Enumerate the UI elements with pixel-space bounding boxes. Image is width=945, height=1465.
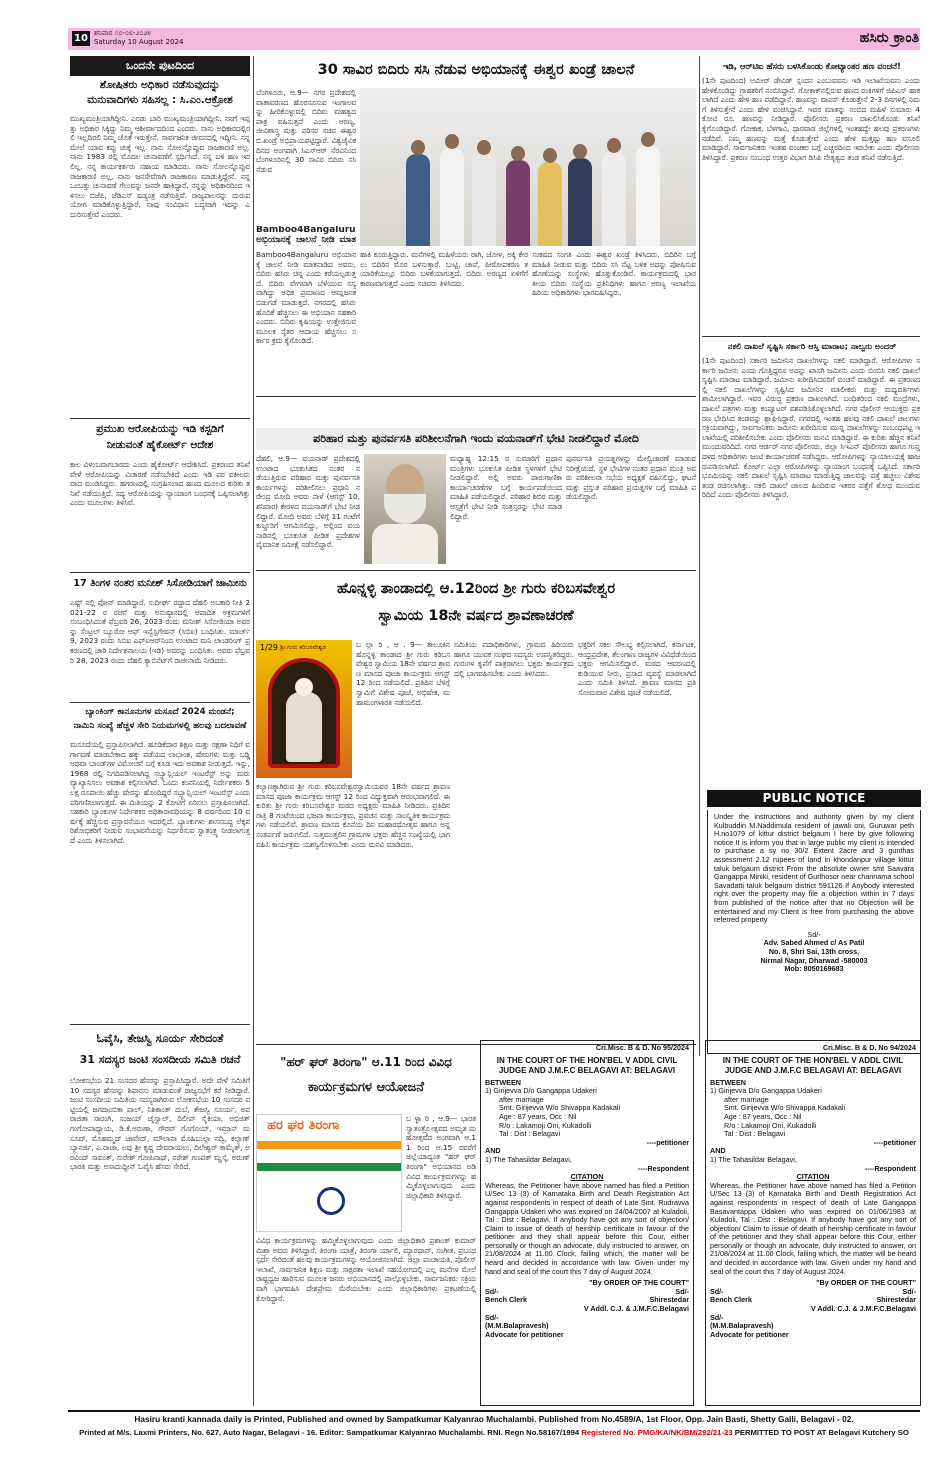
petitioner-line: 1) Girijevva D/o Gangappa Udakeri (485, 1086, 597, 1096)
case-number: Cri.Misc. B & D. No 95/2024 (595, 1043, 689, 1052)
ashoka-chakra-icon (317, 1187, 345, 1215)
between-label: BETWEEN (710, 1077, 746, 1087)
divider (256, 396, 696, 397)
divider (70, 572, 250, 573)
har-ghar-tiranga-logo: ಹರ ಘರ ತಿರಂಗಾ (267, 1118, 340, 1133)
divider (70, 418, 250, 419)
respondent-line: 1) The Tahasildar Belagavi, (485, 1154, 572, 1164)
advocate-role: Advocate for petitioner (485, 1329, 564, 1339)
signature-sd: Sd/- (807, 929, 821, 939)
article-body: ದೆಹಲಿ, ಆ.9— ವಯನಾಡ್ ಪ್ರದೇಶದಲ್ಲಿ ಉಂಟಾದ ಭೂಕುಸಿತದ ನಂತರ ನಡೆಯುತ್ತಿರುವ ಪರಿಹಾರ ಮತ್ತು ಪುನರ್ವಸತಿ ಕಾರ್ಯಗಳನ್ನು ಪರಿಶೀಲಿಸಲು ಪ್ರಧಾನಿ ನರೇಂದ್ರ ಮೋದಿ ಅವರು ನಾಳೆ (ಆಗಸ್ಟ್ 10, ಶನಿವಾರ) ಕೇರಳದ ವಯನಾಡ್‌ಗೆ ಭೇಟಿ ನೀಡಲಿದ್ದಾರೆ. ಮೋದಿ ಅವರು ಬೆಳಿಗ್ಗೆ 11 ಗಂಟೆಗೆ ಕಣ್ಣೂರಿಗೆ ಆಗಮಿಸಲಿದ್ದು, ಅಲ್ಲಿಂದ ವಯನಾಡಿನಲ್ಲಿ ಭೂಕುಸಿತ ಪೀಡಿತ ಪ್ರದೇಶಗಳ ವೈಮಾನಿಕ ಸಮೀಕ್ಷೆ ನಡೆಸಲಿದ್ದಾರೆ. (256, 454, 360, 550)
postal-permit: PERMITTED TO POST AT Belagavi Kutchery SO (734, 1428, 909, 1437)
petitioner-line: after marriage (724, 1094, 769, 1104)
photo-date: 1/29 (260, 643, 278, 652)
column-divider (253, 56, 254, 1406)
petitioner-label: ----petitioner (873, 1137, 916, 1147)
headline-line: ನೀಡುವಂತೆ ಹೈಕೋರ್ಟ್ ಆದೇಶ (106, 439, 214, 451)
registration-number: Registered No. PMG/KA/NK/BM/292/21-23 (581, 1428, 733, 1437)
headline-line: ಮನುವಾದಿಗಳು ಸಹಿಸಲ್ಲ : ಸಿ.ಎಂ.ಆಕ್ರೋಶ (87, 94, 233, 106)
petitioner-line: 1) Girijevva D/o Gangappa Udakeri (710, 1086, 822, 1096)
signature-sd: Sd/- (485, 1286, 499, 1296)
headline-line: ಪ್ರಮುಖ ಆರೋಪಿಯನ್ನು ಇಡಿ ಕಸ್ಟಡಿಗೆ (96, 423, 224, 435)
article-heading: 30 ಸಾವಿರ ಬಿದಿರು ಸಸಿ ನೆಡುವ ಅಭಿಯಾನಕ್ಕೆ ಈಶ್ವರ ಖಂಡ್ರೆ ಚಾಲನೆ (317, 62, 635, 78)
court-order-label: "By ORDER OF THE COURT" (816, 1278, 916, 1288)
court-order-label: "By ORDER OF THE COURT" (589, 1278, 689, 1288)
citation-title: CITATION (570, 1172, 604, 1182)
masthead-bar (68, 28, 920, 50)
article-body: ಬ ಲ್ಲಾ ರಿ , ಆ . 9— ತಾಲೂಕಿನ ಹೊನ್ನಳ್ಳಿ ತಾಂಡಾದ ಶ್ರೀ ಗುರು ಕರಿಬಸವೇಶ್ವರ ಸ್ವಾಮಿಯ 18ನೇ ವರ್ಷದ ಶ್ರಾವಣ ಮಾಸದ ಪೂಜಾ ಕಾರ್ಯಕ್ರಮ ಆಗಸ್ಟ್ 12 ರಿಂದ ನಡೆಯಲಿದೆ. ಪ್ರತಿದಿನ ಬೆಳಿಗ್ಗೆ ಸ್ವಾಮಿಗೆ ವಿಶೇಷ ಪೂಜೆ, ಅಭಿಷೇಕ, ಮಹಾಮಂಗಳಾರತಿ ನಡೆಯಲಿದೆ. (356, 640, 450, 707)
newspaper-name: ಹಸಿರು ಕ್ರಾಂತಿ (859, 30, 919, 46)
advocate-address: No. 8, Shri Sai, 13th cross, (768, 946, 860, 956)
article-body: ಮಧ್ಯಾಹ್ನ 12:15 ರ ಸುಮಾರಿಗೆ ಪ್ರಧಾನ ಮಂತ್ರಿಗಳು ಭೂಕುಸಿತ ಪೀಡಿತ ಸ್ಥಳಗಳಿಗೆ ಭೇಟಿ ನೀಡಲಿದ್ದಾರೆ. ಅಲ್ಲಿ ಅವರು ಪಾರುಗಾಣಿಕಾ ಕಾರ್ಯಾಚರಣೆಗಳ ಬಗ್ಗೆ ಕಾರ್ಯಪಡೆಯಿಂದ ಮಾಹಿತಿ ಪಡೆಯಲಿದ್ದಾರೆ. ಪರಿಹಾರ ಶಿಬಿರ ಮತ್ತು ಆಸ್ಪತ್ರೆಗೆ ಭೇಟಿ ನೀಡಿ ಸಂತ್ರಸ್ತರನ್ನು ಭೇಟಿ ಮಾಡಲಿದ್ದಾರೆ. (450, 454, 562, 521)
article-body: ಮುಖ್ಯಮಂತ್ರಿಯಾಗಿದ್ದೀನಿ. ಎರಡು ಬಾರಿ ಮುಖ್ಯಮಂತ್ರಿಯಾಗಿದ್ದೀನಿ. ನನಗೆ ಇಪ್ಪತ್ತು ಅಧಿಕಾರ ಸಿಕ್ಕಿದ್ದು ನಿಮ್ಮ ಆಶೀರ್ವಾದದಿಂದ ಎಂದರು. ನಾನು ಅಧಿಕಾರದಲ್ಲಿರಲಿ ಇಲ್ಲದಿರಲಿ ನಿಮ್ಮ ಜೊತೆ ಇರುತ್ತೇನೆ. ಸಾರ್ವಜನಿಕ ಜೀವನದಲ್ಲಿ ಇದ್ದೀನಿ. ನನ್ನ ಮೇಲೆ ಯಾವ ಕಪ್ಪು ಚುಕ್ಕೆ ಇಲ್ಲ. ನಾನು ಸೋಲನ್ನೊಪ್ಪುವ ರಾಜಕಾರಣಿ ಅಲ್ಲ. ನಾನು 1983 ರಲ್ಲಿ ಮೊದಲ ಚುನಾವಣೆಗೆ ಸ್ಪರ್ಧಿಸಿದೆ. ನನ್ನ ಬಳಿ ಹಣ ಇರಲಿಲ್ಲ. ನನ್ನ ಕಾರ್ಯಕರ್ತರು ಸಹಾಯ ಮಾಡಿದರು. ನಾನು ಸೋಲನ್ನೊಪ್ಪುವ ರಾಜಕಾರಣಿ ಅಲ್ಲ, ನಾನು ಜನಸೇವೆಗಾಗಿ ರಾಜಕಾರಣ ಮಾಡುತ್ತಿದ್ದೇನೆ. ನನ್ನ ಒಂಬತ್ತು ಚುನಾವಣೆ ಗೆಲುವನ್ನು ಜನರೇ ಹಾಕಿದ್ದಾರೆ. ನನ್ನನ್ನು ಅಧಿಕಾರದಿಂದ ಇಳಿಸಲು ಬಿಜೆಪಿ, ಜೆಡಿಎಸ್ ಷಡ್ಯಂತ್ರ ನಡೆಸುತ್ತಿವೆ. ರಾಜ್ಯಪಾಲರನ್ನು ದುರುಪಯೋಗ ಮಾಡಿಕೊಳ್ಳುತ್ತಿದ್ದಾರೆ. ನಾವು ಸಂವಿಧಾನ ಬದ್ಧವಾಗಿ ಇದನ್ನು ಎದುರಿಸುತ್ತೇವೆ ಎಂದರು. (70, 114, 250, 219)
citation-body: Whereas, the Petitioner have above named has filed a Petition U/Sec 13 (3) of Karnataka Birth and Death Registration Act against respondents in respect of death of Late Gangappa Basavantappa Udakeri who was expired on 01/06/1983 at Kuladoli, Tal : Dist : Belagavi. If anybody have got any sort of objection/ Claim to issue of death of heirship certificate in favour of the petitioner and they shall appear before this Cour, either personally or though an advocate, duly instructed to answer, on 21/08/2024 at 11.00 Clock, failing which, the matter will be heard and decided in accordance with law. Given under my hand and seal of the court this 7 day of August 2024. (710, 1180, 916, 1276)
article-heading: ನಕಲಿ ದಾಖಲೆ ಸೃಷ್ಟಿಸಿ ಸರ್ಕಾರಿ ಆಸ್ತಿ ಮಾರಾಟ; ನಾಲ್ವರು ಅಂದರ್ (727, 341, 897, 351)
respondent-line: 1) The Tahasildar Belagavi, (710, 1154, 797, 1164)
petitioner-line: Age : 87 years, Occ : Nil (499, 1111, 577, 1121)
article-body: ಸಂಕಷದ ಸಂಗತಿ ಎಂದು ಈಶ್ವರ ಖಂಡ್ರೆ ತಿಳಿಸಿದರು. ಬಿದಿರಿನ ಬಗ್ಗೆ ಮಾಹಿತಿ ನೀಡುವ ಮತ್ತು ಬಿದಿರು ಸಸಿ ನೆಟ್ಟ ಬಳಿಕ ಅದನ್ನು ಪೋಷಿಸುವ ಹೊಣೆಯನ್ನು ಸಂಸ್ಥೆಗಳು ಹೊತ್ತುಕೊಂಡಿವೆ. ಕಾರ್ಯಕ್ರಮದಲ್ಲಿ ಭಾರತೀಯ ಬಿದಿರು ಸಂಸ್ಥೆಯ ಪ್ರತಿನಿಧಿಗಳು ಹಾಗೂ ಅರಣ್ಯ ಇಲಾಖೆಯ ಹಿರಿಯ ಅಧಿಕಾರಿಗಳು ಭಾಗವಹಿಸಿದ್ದರು. (532, 250, 696, 298)
pm-photo (364, 454, 446, 564)
date-kannada: ಶನಿವಾರ ೧೦-೦೮-೨೦೨೪ (94, 29, 152, 37)
court-name: IN THE COURT OF THE HON'BEL V ADDL CIVIL JUDGE AND J.M.F.C BELAGAVI AT: BELAGAVI (722, 1055, 904, 1075)
article-body: Bamboo4Bangaluru ಅಭಿಯಾನಕ್ಕೆ ಚಾಲನೆ ನೀಡಿ ಮಾತನಾಡಿದ ಅವರು, ಬಿದಿರು ಹಸಿರು ಚಿನ್ನ ಎಂದು ಕರೆಯಲ್ಪಡುತ್ತದೆ. ಬಿದಿರು ವೇಗವಾಗಿ ಬೆಳೆಯುವ ಸಸ್ಯವಾಗಿದ್ದು ಅಧಿಕ ಪ್ರಮಾಣದ ಆಮ್ಲಜನಕ ಬಿಡುಗಡೆ ಮಾಡುತ್ತದೆ. ನಗರದಲ್ಲಿ ಹಸಿರು ಹೊದಿಕೆ ಹೆಚ್ಚಿಸಲು ಈ ಅಭಿಯಾನ ಸಹಕಾರಿ ಎಂದರು. ಬಿದಿರು ಕೃಷಿಯನ್ನು ಉತ್ತೇಜಿಸುವ ಮೂಲಕ ರೈತರ ಆದಾಯ ಹೆಚ್ಚಿಸಲು ಸರ್ಕಾರ ಕ್ರಮ ಕೈಗೊಂಡಿದೆ. (256, 250, 356, 346)
article-heading (256, 1050, 476, 1110)
ceremony-photo (360, 88, 696, 246)
article-body: ಎಷ್ಟ್ ನಲ್ಲಿ ಫೋನ್ ಮಾಡಿದ್ದಾರೆ. ಸುದೀರ್ಘ ರದ್ದಾದ ದೆಹಲಿ ಅಬಕಾರಿ ನೀತಿ 2021-22 ರ ರಚನೆ ಮತ್ತು ಅನುಷ್ಠಾನದಲ್ಲಿ ಆಪಾದಿತ ಅಕ್ರಮಗಳಿಗೆ ಸಂಬಂಧಿಸಿದಂತೆ ಫೆಬ್ರವರಿ 26, 2023 ರಂದು ಮನೀಶ್ ಸಿಸೋಡಿಯಾ ಅವರನ್ನು ಸೆಂಟ್ರಲ್ ಬ್ಯೂರೋ ಆಫ್ ಇನ್ವೆಸ್ಟಿಗೇಷನ್ (ಸಿಬಿಐ) ಬಂಧಿಸಿತು. ಮಾರ್ಚ್ 9, 2023 ರಂದು ಸಿಬಿಐ ಎಫ್‌ಐಆರ್‌ನಿಂದ ಉಂಟಾದ ಮನಿ ಲಾಂಡರಿಂಗ್ ಪ್ರಕರಣದಲ್ಲಿ ಜಾರಿ ನಿರ್ದೇಶನಾಲಯ (ಇಡಿ) ಅವರನ್ನು ಬಂಧಿಸಿತು. ಅವರು ಫೆಬ್ರವರಿ 28, 2023 ರಂದು ದೆಹಲಿ ಕ್ಯಾಬಿನೆಟ್‌ಗೆ ರಾಜೀನಾಮೆ ನೀಡಿದರು. (70, 598, 250, 665)
column-divider (699, 56, 700, 1056)
court-signoff: V Addl. C.J. & J.M.F.C.Belagavi (583, 1304, 689, 1314)
court-citation-94 (705, 1040, 921, 1406)
advocate-name: Adv. Sabed Ahmed c/ As Patil (763, 938, 865, 948)
petitioner-line: after marriage (499, 1094, 544, 1104)
article-heading (70, 421, 250, 455)
article-body: ಲೋಕಸಭೆಯ 21 ಸಂಸದರ ಹೆಸರನ್ನು ಪ್ರಸ್ತಾಪಿಸಿದ್ದಾರೆ. ಅದೇ ವೇಳೆ ಸಮಿತಿಗೆ 10 ಸದಸ್ಯರ ಹೆಸರನ್ನು ಶಿಫಾರಸು ಮಾಡುವಂತೆ ರಾಜ್ಯಸಭೆಗೆ ಕರೆ ನೀಡಿದ್ದಾರೆ. ಜಂಟಿ ಸಂಸದೀಯ ಸಮಿತಿಯ ಸದಸ್ಯರಾಗಿರುವ ಲೋಕಸಭೆಯ 10 ಸಂಸದರ ಪಟ್ಟಿಯಲ್ಲಿ ಜಗದಾಂಬಿಕಾ ಪಾಲ್, ನಿಶಿಕಾಂತ್ ದುಬೆ, ತೇಜಸ್ವಿ ಸೂರ್ಯ, ಅಪರಾಜಿತಾ ಸಾರಂಗಿ, ಸಂಜಯ್ ಜೈಸ್ವಾಲ್, ದಿಲೀಪ್ ಸೈಕಿಯಾ, ಅಭಿಜಿತ್ ಗಂಗೋಪಾಧ್ಯಾಯ, ಡಿ.ಕೆ.ಅರುಣಾ, ಗೌರವ್ ಗೊಗೊಯ್, ಇಮ್ರಾನ್ ಮಸೂದ್, ಮೊಹಮ್ಮದ್ ಜಾವೇದ್, ಮೌಲಾನಾ ಮೊಹಿಬುಲ್ಲಾ ನದ್ವಿ, ಕಲ್ಯಾಣ್ ಬ್ಯಾನರ್ಜಿ, ಎ.ರಾಜಾ, ಲವು ಶ್ರೀ ಕೃಷ್ಣ ದೇವರಾಯಲು, ದಿಲೇಶ್ವರ್ ಕಾಮೈತ್, ಅರವಿಂದ್ ಸಾವಂತ್, ಸುರೇಶ್ ಗೋಪಿನಾಥ್, ನರೇಶ್ ಗಣಪತ್ ಮ್ಹಸ್ಕೆ, ಅರುಣ್ ಭಾರತಿ ಮತ್ತು ಅಸಾದುದ್ದೀನ್ ಓವೈಸಿ ಹೆಸರು ಸೇರಿದೆ. (70, 1076, 250, 1172)
hashtag-text: Bamboo4Bangaluru ಅಭಿಯಾನಕ್ಕೆ ಚಾಲನೆ ನೀಡಿ ಮಾತ (256, 226, 356, 245)
citation-title: CITATION (796, 1172, 830, 1182)
article-body: ಭಕ್ತರಿಗೆ ಸಕಲ ಸೌಲಭ್ಯ ಕಲ್ಪಿಸಲಾಗಿದೆ. ಕರ್ನಾಟಕ, ಆಂಧ್ರಪ್ರದೇಶ, ತೆಲಂಗಾಣ ರಾಜ್ಯಗಳ ವಿವಿಧೆಡೆಯಿಂದ ಭಕ್ತರು ಆಗಮಿಸಲಿದ್ದಾರೆ. ಮಠದ ಆವರಣದಲ್ಲಿ ಕುಡಿಯುವ ನೀರು, ಪ್ರಸಾದ ವ್ಯವಸ್ಥೆ ಮಾಡಲಾಗಿದೆ ಎಂದು ಸಮಿತಿ ತಿಳಿಸಿದೆ. ಶ್ರಾವಣ ಮಾಸದ ಪ್ರತಿ ಸೋಮವಾರ ವಿಶೇಷ ಪೂಜೆ ನಡೆಯಲಿದೆ. (578, 640, 696, 697)
advocate-role: Advocate for petitioner (710, 1329, 789, 1339)
divider (70, 1024, 250, 1025)
between-label: BETWEEN (485, 1077, 521, 1087)
signature-sd: Sd/- (710, 1286, 724, 1296)
bench-clerk: Bench Clerk (485, 1295, 527, 1305)
court-name: IN THE COURT OF THE HON'BEL V ADDL CIVIL JUDGE AND J.M.F.C BELAGAVI AT: BELAGAVI (496, 1055, 678, 1075)
public-notice-title: PUBLIC NOTICE (707, 790, 921, 807)
headline-line: ಬ್ಯಾಂಕಿಂಗ್ ಕಾನೂನುಗಳ ಮಸೂದೆ 2024 ಮಂಡನೆ; (85, 707, 235, 717)
case-number: Cri.Misc. B & D. No 94/2024 (822, 1043, 916, 1052)
respondent-label: ----Respondent (864, 1163, 916, 1173)
shirestedar: Shirestedar (876, 1295, 916, 1305)
headline-line: ಹೊನ್ನಳ್ಳಿ ತಾಂಡಾದಲ್ಲಿ ಆ.12ರಿಂದ ಶ್ರೀ ಗುರು ಕರಿಬಸವೇಶ್ವರ (336, 581, 616, 597)
court-signoff: V Addl. C.J. & J.M.F.C.Belagavi (810, 1304, 916, 1314)
tiranga-poster (256, 1114, 402, 1232)
photo-caption: ಶ್ರೀ ಗುರು ಕರಿಬಸವೇಶ್ವರ (280, 644, 326, 651)
date-english: Saturday 10 August 2024 (94, 38, 184, 46)
temple-photo (256, 640, 352, 778)
petitioner-line: Tal : Dist : Belagavi (499, 1129, 561, 1139)
bench-clerk: Bench Clerk (710, 1295, 752, 1305)
petitioner-label: ----petitioner (646, 1137, 689, 1147)
petitioner-line: R/o : Lakamoji Oni, Kukadolli (724, 1120, 817, 1130)
article-body: (1ನೇ ಪುಟದಿಂದ) ಸರ್ಕಾರಿ ಜಮೀನಿನ ದಾಖಲೆಗಳನ್ನು ನಕಲಿ ಮಾಡಿದ್ದಾರೆ. ಆರೋಪಿಗಳು ಸರ್ಕಾರಿ ಜಮೀನು ಎಂದು ಗೊತ್ತಿದ್ದರೂ ಅದನ್ನು ಖಾಸಗಿ ಜಮೀನು ಎಂದು ಬಿಂಬಿಸಿ ನಕಲಿ ದಾಖಲೆ ಸೃಷ್ಟಿಸಿ ಮಾರಾಟ ಮಾಡಿದ್ದಾರೆ. ಜಮೀನು ಖರೀದಿಸಿದವರಿಗೆ ವಂಚನೆ ಮಾಡಿದ್ದಾರೆ. ಈ ಪ್ರಕರಣದಲ್ಲಿ ನಕಲಿ ದಾಖಲೆಗಳನ್ನು ಸೃಷ್ಟಿಸಿದ ಜಮೀನಿನ ಮಾಲೀಕರು ಮತ್ತು ಮಧ್ಯವರ್ತಿಗಳು ಶಾಮೀಲಾಗಿದ್ದಾರೆ. ಇವರ ವಿರುದ್ಧ ಪ್ರಕರಣ ದಾಖಲಾಗಿದೆ. ಬಂಧಿತರಿಂದ ನಕಲಿ ಮುದ್ರೆಗಳು, ದಾಖಲೆ ಪತ್ರಗಳು ಮತ್ತು ಕಂಪ್ಯೂಟರ್ ವಶಪಡಿಸಿಕೊಳ್ಳಲಾಗಿದೆ. ನಗರ ಪೊಲೀಸ್ ಆಯುಕ್ತರು ಪ್ರಕರಣ ಭೇದಿಸಿದ ತಂಡವನ್ನು ಶ್ಲಾಘಿಸಿದ್ದಾರೆ. ನಗರದಲ್ಲಿ ಇಂತಹ ಹಲವು ನಕಲಿ ದಾಖಲೆ ಜಾಲಗಳು ಸಕ್ರಿಯವಾಗಿದ್ದು, ಸಾರ್ವಜನಿಕರು ಜಮೀನು ಖರೀದಿಸುವ ಮುನ್ನ ದಾಖಲೆಗಳನ್ನು ಸಂಬಂಧಪಟ್ಟ ಇಲಾಖೆಯಲ್ಲಿ ಪರಿಶೀಲಿಸಬೇಕು ಎಂದು ಪೊಲೀಸರು ಮನವಿ ಮಾಡಿದ್ದಾರೆ. ಈ ಕುರಿತು ಹೆಚ್ಚಿನ ತನಿಖೆ ಮುಂದುವರಿದಿದೆ. ನಗರ ಆರ್ಡರ್ ನಗರ ಪೊಲೀಸರು, ಜಿಲ್ಲಾ ಸಿಇಎನ್ ಪೊಲೀಸರು ಹಾಗೂ ಗುಪ್ತದಳದ ಅಧಿಕಾರಿಗಳು ಜಂಟಿ ಕಾರ್ಯಾಚರಣೆ ನಡೆಸಿದ್ದರು. ಆರೋಪಿಗಳನ್ನು ನ್ಯಾಯಾಲಯಕ್ಕೆ ಹಾಜರುಪಡಿಸಲಾಗಿದೆ. ಕೋರ್ಟ್ ಎಲ್ಲಾ ಆರೋಪಿಗಳನ್ನು ನ್ಯಾಯಾಂಗ ಬಂಧನಕ್ಕೆ ಒಪ್ಪಿಸಿದೆ. ಸರ್ಕಾರಿ ಭೂಮಿಯನ್ನು ನಕಲಿ ದಾಖಲೆ ಸೃಷ್ಟಿಸಿ ಮಾರಾಟ ಮಾಡುತ್ತಿದ್ದ ಜಾಲವನ್ನು ಪತ್ತೆ ಹಚ್ಚಲು ವಿಶೇಷ ತಂಡ ರಚಿಸಲಾಗಿತ್ತು. ನಕಲಿ ದಾಖಲೆ ಜಾಲದ ಹಿಂದಿರುವ ಇತರರ ಪತ್ತೆಗೆ ಶೋಧ ಮುಂದುವರಿದಿದೆ ಎಂದು ಪೊಲೀಸರು ತಿಳಿಸಿದ್ದಾರೆ. (702, 356, 920, 500)
article-body: (1ನೇ ಪುಟದಿಂದ) ಅಮೀರ್ ಡೇವಿಡ್ ಸ್ಪಂದನ ಎಂಬುವವನು ಇಡಿ ಇಲಾಖೆಯವನು ಎಂದು ಹೇಳಿಕೊಂಡಿದ್ದು ಗ್ರಾಹಕರಿಗೆ ನಂಬಿಸಿದ್ದಾನೆ. ಗೋಕಾಕ್‌ನಲ್ಲಿರುವ ಹಣದ ಠಂಕಿಗಳಿಗೆ ಜಿಪಿಎಸ್ ಹಾಕಲಾಗಿದೆ ಎಂದು ಹೇಳಿ ಹಣ ಪಡೆದಿದ್ದಾನೆ. ಹಣವನ್ನು ವಾಪಸ್ ಕೊಡುತ್ತೇನೆ 2-3 ದಿನಗಳಲ್ಲಿ ನಿಮಗೆ ತಿಳಿಸುತ್ತೇನೆ ಎಂದು ಹೇಳಿ ವಂಚಿಸಿದ್ದಾನೆ. ಇವರ ಮಾತನ್ನು ನಂಬಿದ ಮಹಿಳೆ ಸುಮಾರು 4 ಕೋಟಿ ರೂ. ಹಣವನ್ನು ನೀಡಿದ್ದಾರೆ. ಪೊಲೀಸರು ಪ್ರಕರಣ ದಾಖಲಿಸಿಕೊಂಡು ತನಿಖೆ ಕೈಗೊಂಡಿದ್ದಾರೆ. ಗೋಕಾಕ, ಬೆಳಗಾವಿ, ಧಾರವಾಡ ಜಿಲ್ಲೆಗಳಲ್ಲಿ ಇಂತಹದ್ದೇ ಹಲವು ಪ್ರಕರಣಗಳು ನಡೆದಿವೆ. ನಿಮ್ಮ ಹಣವನ್ನು ಮತ್ತೆ ಕೊಡುತ್ತೇವೆ ಎಂದು ಹೇಳಿ ಮತ್ತಷ್ಟು ಹಣ ವಸೂಲಿ ಮಾಡಿದ್ದಾರೆ. ಸಾರ್ವಜನಿಕರು ಇಂತಹ ವಂಚಕರ ಬಗ್ಗೆ ಎಚ್ಚರದಿಂದ ಇರಬೇಕು ಎಂದು ಪೊಲೀಸರು ತಿಳಿಸಿದ್ದಾರೆ. ಪ್ರಕರಣ ಸಂಬಂಧ ಉತ್ತರ ವಿಭಾಗ ಡಿಸಿಪಿ ನೇತೃತ್ವದ ತಂಡ ತನಿಖೆ ನಡೆಸುತ್ತಿದೆ. (702, 76, 920, 162)
article-body: ಕಲ್ಯಾಣಕ್ಕಾಗಿರುವ ಶ್ರೀ ಗುರು ಕರಿಬಸವೇಶ್ವರಸ್ವಾಮಿಯವರ 18ನೇ ವರ್ಷದ ಶ್ರಾವಣ ಮಾಸದ ಪೂಜಾ ಕಾರ್ಯಕ್ರಮ ಆಗಸ್ಟ್ 12 ರಿಂದ ವಿಧ್ಯುಕ್ತವಾಗಿ ಆರಂಭವಾಗಲಿದೆ. ಈ ಕುರಿತು ಶ್ರೀ ಗುರು ಕರಿಬಸವೇಶ್ವರ ಮಠದ ಅಧ್ಯಕ್ಷರು ಮಾಹಿತಿ ನೀಡಿದರು. ಪ್ರತಿದಿನ ರಾತ್ರಿ 8 ಗಂಟೆಯಿಂದ ಭಜನಾ ಕಾರ್ಯಕ್ರಮ, ಪ್ರವಚನ ಮತ್ತು ಸಾಂಸ್ಕೃತಿಕ ಕಾರ್ಯಕ್ರಮಗಳು ನಡೆಯಲಿವೆ. ಶ್ರಾವಣ ಮಾಸದ ಕೊನೆಯ ದಿನ ಮಹಾರಥೋತ್ಸವ ಹಾಗೂ ಅನ್ನಸಂತರ್ಪಣೆ ಜರುಗಲಿದೆ. ಸುತ್ತಮುತ್ತಲಿನ ಗ್ರಾಮಗಳ ಭಕ್ತರು ಹೆಚ್ಚಿನ ಸಂಖ್ಯೆಯಲ್ಲಿ ಭಾಗವಹಿಸಿ ಕಾರ್ಯಕ್ರಮ ಯಶಸ್ವಿಗೊಳಿಸಬೇಕು ಎಂದು ಮನವಿ ಮಾಡಿದರು. (256, 782, 450, 849)
page-number: 10 (72, 31, 90, 46)
petitioner-line: Smt. Girijevva W/o Shivappa Kadakali (724, 1103, 846, 1113)
article-heading: 17 ತಿಂಗಳ ನಂತರ ಮನೀಶ್ ಸಿಸೋಡಿಯಾಗೆ ಜಾಮೀನು (73, 578, 247, 589)
article-heading (70, 78, 250, 110)
continued-banner: ಒಂದನೇ ಪುಟದಿಂದ (70, 56, 250, 76)
article-body: ಕಾಲ ವಿಳಂಬವಾಗಬಾರದು ಎಂದು ಹೈಕೋರ್ಟ್ ಆದೇಶಿಸಿದೆ. ಪ್ರಕರಣದ ತನಿಖೆ ವೇಳೆ ಆರೋಪಿಯನ್ನು ವಿಚಾರಣೆ ನಡೆಸಬೇಕಿದೆ ಎಂದು ಇಡಿ ಪರ ವಕೀಲರು ವಾದ ಮಂಡಿಸಿದ್ದರು. ಹಗರಣದಲ್ಲಿ ಸಂಗ್ರಹಿಸಲಾದ ಹಣದ ಮೂಲದ ಕುರಿತು ತನಿಖೆ ನಡೆಯುತ್ತಿದೆ. ಸದ್ಯ ಆರೋಪಿಯನ್ನು ನ್ಯಾಯಾಂಗ ಬಂಧನಕ್ಕೆ ಒಪ್ಪಿಸಲಾಗಿತ್ತು ಎಂದು ಮೂಲಗಳು ತಿಳಿಸಿವೆ. (70, 460, 250, 508)
divider (702, 336, 920, 337)
issue-date (94, 29, 183, 47)
article-body: ಸಮಿತಿಯ ಪದಾಧಿಕಾರಿಗಳು, ಗ್ರಾಮದ ಹಿರಿಯರು ಹಾಗೂ ಯುವಕ ಸಂಘದ ಸದಸ್ಯರು ಉಪಸ್ಥಿತರಿದ್ದರು. ಗುರುಗಳ ಕೃಪೆಗೆ ಪಾತ್ರರಾಗಲು ಭಕ್ತರು ಕಾರ್ಯಕ್ರಮದಲ್ಲಿ ಭಾಗವಹಿಸಬೇಕು ಎಂದು ತಿಳಿಸಿದರು. (454, 640, 574, 678)
article-body: ವಿವಿಧ ಕಾರ್ಯಕ್ರಮಗಳನ್ನು ಹಮ್ಮಿಕೊಳ್ಳಲಾಗುವುದು ಎಂದು ಜಿಲ್ಲಾಧಿಕಾರಿ ಪ್ರಶಾಂತ್ ಕುಮಾರ್ ಮಿಶ್ರಾ ಅವರು ತಿಳಿಸಿದ್ದಾರೆ. ತಿರಂಗಾ ಯಾತ್ರೆ, ತಿರಂಗಾ ರ್ಯಾಲಿ, ಮ್ಯಾರಥಾನ್, ಸಂಗೀತ, ಪ್ರಬಂಧ ಸ್ಪರ್ಧೆ ಸೇರಿದಂತೆ ಹಲವು ಕಾರ್ಯಕ್ರಮಗಳನ್ನು ಆಯೋಜಿಸಲಾಗಿದೆ. ಜಿಲ್ಲಾ ಪಂಚಾಯತಿ, ಪೊಲೀಸ್ ಇಲಾಖೆ, ಸಾರ್ವಜನಿಕ ಶಿಕ್ಷಣ ಮತ್ತು ಸಾಕ್ಷರತಾ ಇಲಾಖೆ ಸಹಯೋಗದಲ್ಲಿ ಎಲ್ಲ ಮನೆಗಳ ಮೇಲೆ ರಾಷ್ಟ್ರಧ್ವಜ ಹಾರಿಸುವ ಮೂಲಕ ಜನರು ಅಭಿಯಾನದಲ್ಲಿ ಪಾಲ್ಗೊಳ್ಳಬೇಕು. ಸಾರ್ವಜನಿಕರು ಸಕ್ರಿಯವಾಗಿ ಭಾಗವಹಿಸಿ ದೇಶಪ್ರೇಮ ಮೆರೆಯಬೇಕು ಎಂದು ಜಿಲ್ಲಾಧಿಕಾರಿಗಳು ಪ್ರಕಟಣೆಯಲ್ಲಿ ಕೋರಿದ್ದಾರೆ. (256, 1236, 476, 1303)
divider (70, 702, 250, 703)
respondent-label: ----Respondent (637, 1163, 689, 1173)
and-label: AND (710, 1146, 726, 1156)
signature-sd: Sd/- (675, 1286, 689, 1296)
signature-sd: Sd/- (485, 1312, 499, 1322)
petitioner-line: R/o : Lakamoji Oni, Kukadolli (499, 1120, 592, 1130)
and-label: AND (485, 1146, 501, 1156)
article-heading (256, 576, 696, 632)
article-heading: ಪರಿಹಾರ ಮತ್ತು ಪುನರ್ವಸತಿ ಪರಿಶೀಲನೆಗಾಗಿ ಇಂದು ವಯನಾಡ್‌ಗೆ ಭೇಟಿ ನೀಡಲಿದ್ದಾರೆ ಮೋದಿ (256, 428, 696, 450)
printer-info: Printed at M/s. Laxmi Printers, No. 627, Auto Nagar, Belagavi - 16. Editor: Sampatkumar Kalyanrao Muchalambi. RNI. Regn No.58167/1994 (79, 1428, 580, 1437)
article-heading (70, 1028, 250, 1072)
petitioner-line: Age : 87 years, Occ : Nil (724, 1111, 802, 1121)
article-body: ಹಾಕಿ ಕೂರುತ್ತಿದ್ದಾರು. ಮನೆಗಳಲ್ಲಿ ಮಹಿಳೆಯರು ರಾಗಿ, ಜೋಳ, ಅಕ್ಕಿ ಕೇರಲು ಬಿದಿರಿನ ಮೊರ ಬಳಸುತ್ತಾರೆ. ಬುಟ್ಟಿ, ಚಾಪೆ, ಪೀಠೋಪಕರಣ ತಯಾರಿಕೆಯಲ್ಲೂ ಬಿದಿರು ಬಳಕೆಯಾಗುತ್ತದೆ. ಬಿದಿರು ಅರಣ್ಯದ ಏಳಿಗೆಗೆ ಕಾರಣವಾಗುತ್ತದೆ ಎಂದು ಸಚಿವರು ತಿಳಿಸಿದರು. (360, 250, 528, 288)
divider (256, 570, 696, 571)
article-heading: ಇಡಿ, ಆರ್‌ಟಿಐ ಹೆಸರು ಬಳಸಿಕೊಂಡು ಕೋಟ್ಯಾಂತರ ಹಣ ವಂಚನೆ! (723, 61, 901, 71)
imprint-line-2 (68, 1428, 920, 1437)
court-citation-95 (480, 1040, 694, 1406)
imprint-line: Hasiru kranti kannada daily is Printed, Published and owned by Sampatkumar Kalyanrao Muchalambi. Published from No.4589/A, 1st Floor, Opp. Jain Basti, Shetty Galli, Belagavi - 02. (134, 1414, 854, 1424)
headline-line: 31 ಸದಸ್ಯರ ಜಂಟಿ ಸಂಸದೀಯ ಸಮಿತಿ ರಚನೆ (79, 1053, 241, 1066)
signature-sd: Sd/- (710, 1312, 724, 1322)
advocate-name: (M.M.Balapravesh) (485, 1321, 549, 1331)
signature-sd: Sd/- (902, 1286, 916, 1296)
article-body: ಮಸೂದೆಯಲ್ಲಿ ಪ್ರಸ್ತಾಪಿಸಲಾಗಿದೆ. ಹೂಡಿಕೆದಾರ ಶಿಕ್ಷಣ ಮತ್ತು ರಕ್ಷಣಾ ನಿಧಿಗೆ ವರ್ಗಾವಣೆ ಮಾಡಬೇಕಾದ ಹಕ್ಕು ಪಡೆಯದ ಲಾಭಾಂಶ, ಷೇರುಗಳು ಮತ್ತು ಬಡ್ಡಿ ಅಥವಾ ಬಾಂಡ್‌ಗಳ ವಿಮೋಚನೆ ಬಗ್ಗೆ ಕೂಡ ಇದು ಅವಕಾಶ ನೀಡುತ್ತದೆ. ಇನ್ನು, 1968 ರಲ್ಲಿ ನಿಗದಿಪಡಿಸಲಾಗಿದ್ದ ಸಬ್ಸ್ಟಾನ್ಷಿಯಲ್ ಇಂಟರೆಸ್ಟ್ ಅನ್ನು ಮರು ವ್ಯಾಖ್ಯಾನಿಸಲು ಅವಕಾಶ ಕಲ್ಪಿಸಲಾಗಿದೆ. ಒಂದು ಕಂಪನಿಯಲ್ಲಿ ನಿರ್ದೇಶಕರು 5 ಲಕ್ಷ ರೂಪಾಯಿ ಹೆಚ್ಚು ಷೇರನ್ನು ಹೊಂದಿದ್ದರೆ ಸಬ್ಸ್ಟಾನ್ಷಿಯಲ್ ಇಂಟರೆಸ್ಟ್ ಎಂದು ಪರಿಗಣಿಸಲಾಗುತ್ತದೆ. ಈ ಮಿತಿಯನ್ನು 2 ಕೋಟಿಗೆ ಏರಿಸಲು ಪ್ರಸ್ತಾಪಿಸಲಾಗಿದೆ. ಸಹಕಾರಿ ಬ್ಯಾಂಕುಗಳ ನಿರ್ದೇಶಕರ ಅಧಿಕಾರಾವಧಿಯನ್ನು 8 ವರ್ಷದಿಂದ 10 ವರ್ಷಕ್ಕೆ ಹೆಚ್ಚಿಸುವ ಪ್ರಸ್ತಾವನೆಯೂ ಇದರಲ್ಲಿದೆ. ಬ್ಯಾಂಕುಗಳು ಶಾಸನಬದ್ಧ ಲೆಕ್ಕಪರಿಶೋಧಕರಿಗೆ ನೀಡುವ ಸಂಭಾವನೆಯನ್ನು ನಿರ್ಧರಿಸುವ ಸ್ವಾತಂತ್ರ್ಯ ನೀಡಲಾಗುತ್ತದೆ ಎಂದು ತಿಳಿಸಲಾಗಿದೆ. (70, 740, 250, 845)
headline-line: ಓವೈಸಿ, ತೇಜಸ್ವಿ ಸೂರ್ಯ ಸೇರಿದಂತೆ (96, 1032, 224, 1045)
notice-text: Under the instructions and authority given by my client Kulbuddin M.Naddimula resident of jawali oni, Guruwar peth H.no1079 of kittur district belgaum I here by give following notice It is inform you that in large public my client is intended to purchase a sy no 30/2 Extent 2acre and 3 gunthas assessment 2.12 rupees of land in khondanpur village kittur taluk belgaum district From the absolute owner smt Saavara Gangappa Miniki, resident of Gurlhosor near channama school Savadatti taluk belgaum district 591126 If Anybody interested right over the property may file a objection within in 7 days from published of the notice after that no Objection will be entertained and my Client is free from purchasing the above referred property (714, 812, 914, 925)
petitioner-line: Smt. Girijevva W/o Shivappa Kadakali (499, 1103, 621, 1113)
footer-rule (68, 1410, 920, 1412)
headline-line: "ಹರ್ ಘರ್ ತಿರಂಗಾ" ಆ.11 ರಿಂದ ವಿವಿಧ (280, 1055, 452, 1069)
headline-line: ಸ್ವಾಮಿಯ 18ನೇ ವರ್ಷದ ಶ್ರಾವಣಾಚರಣೆ (378, 608, 574, 624)
shirestedar: Shirestedar (649, 1295, 689, 1305)
advocate-mobile: Mob: 8050169683 (784, 964, 844, 974)
article-body: ಪುನರ್ವಸತಿ ಪ್ರಯತ್ನಗಳನ್ನು ಮೇಲ್ವಿಚಾರಣೆ ಮಾಡುವ ನಿರೀಕ್ಷೆಯಿದೆ. ಸ್ಥಳ ಭೇಟಿಗಳ ನಂತರ ಪ್ರಧಾನ ಮಂತ್ರಿ ಅವರು ಪರಿಶೀಲನಾ ಸಭೆಯ ಅಧ್ಯಕ್ಷತೆ ವಹಿಸಲಿದ್ದು, ಘಟನೆ ಮತ್ತು ಪ್ರಸ್ತುತ ಪರಿಹಾರ ಪ್ರಯತ್ನಗಳ ಬಗ್ಗೆ ಮಾಹಿತಿ ಪಡೆಯಲಿದ್ದಾರೆ. (566, 454, 696, 502)
article-body: ಬ ಳ್ಳಾ ರಿ , ಆ.9— ಭಾರತ ಸ್ವಾತಂತ್ರ್ಯೋತ್ಸವದ ಅಮೃತ ಮಹೋತ್ಸವದ ಅಂಗವಾಗಿ ಆ.11 ರಿಂದ ಆ.15 ರವರೆಗೆ ಜಿಲ್ಲೆಯಾದ್ಯಂತ "ಹರ್ ಘರ್ ತಿರಂಗಾ" ಅಭಿಯಾನದ ಅಡಿ ವಿವಿಧ ಕಾರ್ಯಕ್ರಮಗಳನ್ನು ಹಮ್ಮಿಕೊಳ್ಳಲಾಗುವುದು ಎಂದು ಜಿಲ್ಲಾಧಿಕಾರಿ ತಿಳಿಸಿದ್ದಾರೆ. (406, 1114, 476, 1200)
article-body: ಬೆಂಗಳೂರು, ಆ.9— ನಗರ ಪ್ರದೇಶದಲ್ಲಿ ವಾತಾವರಣದ ಹೊರಸೂಸುವ ಇಂಗಾಲವನ್ನು ಹೀರಿಕೊಳ್ಳುವಲ್ಲಿ ಬಿದಿರು ಮಹತ್ವದ ಪಾತ್ರ ವಹಿಸುತ್ತದೆ ಎಂದು ಅರಣ್ಯ, ಜೀವಿಶಾಸ್ತ್ರ ಮತ್ತು ಪರಿಸರ ಸಚಿವ ಈಶ್ವರ ಬಿ.ಖಂಡ್ರೆ ಅಭಿಪ್ರಾಯಪಟ್ಟಿದ್ದಾರೆ. ವಿಶ್ವಜೈವಿಕ ದಿನದ ಅಂಗವಾಗಿ ಸಿಎಸ್‌ಆರ್ ನೆರವಿನಿಂದ ಬೆಂಗಳೂರಿನಲ್ಲಿ 30 ಸಾವಿರ ಬಿದಿರು ಸಸಿ ನೆಡುವ (256, 88, 356, 174)
advocate-address: Nirmal Nagar, Dharwad -580003 (760, 955, 868, 965)
public-notice (707, 810, 921, 1054)
headline-line: ಕಾರ್ಯಕ್ರಮಗಳ ಆಯೋಜನೆ (307, 1080, 424, 1095)
petitioner-line: Tal : Dist : Belagavi (724, 1129, 786, 1139)
headline-line: ನಾಮಿನಿ ಸಂಖ್ಯೆ ಹೆಚ್ಚಳ ಸೇರಿ ನಿಯಮಗಳಲ್ಲಿ ಹಲವು ಬದಲಾವಣೆ (73, 721, 247, 731)
advocate-name: (M.M.Balapravesh) (710, 1321, 774, 1331)
headline-line: ಶೋಷಿತರು ಅಧಿಕಾರ ನಡೆಸುವುದನ್ನು (99, 79, 221, 91)
article-heading (70, 705, 250, 735)
citation-body: Whereas, the Petitioner have above named has filed a Petition U/Sec 13 (3) of Karnataka Birth and Death Registration Act against respondents in respect of death of Late Smt. Rudravva Gangappa Udakeri who was expired on 24/04/2007 at Kuladoli, Tal : Dist : Belagavi. If anybody have got any sort of objection/ Claim to issue of death of heirship certificate in favour of the petitioner and they shall appear before this Cour, either personally or though an advocate, duly instructed to answer, on 21/08/2024 at 11.00 Clock, failing which, the matter will be heard and decided in accordance with law. Given under my hand and seal of the court this 7 day of August 2024. (485, 1180, 689, 1276)
